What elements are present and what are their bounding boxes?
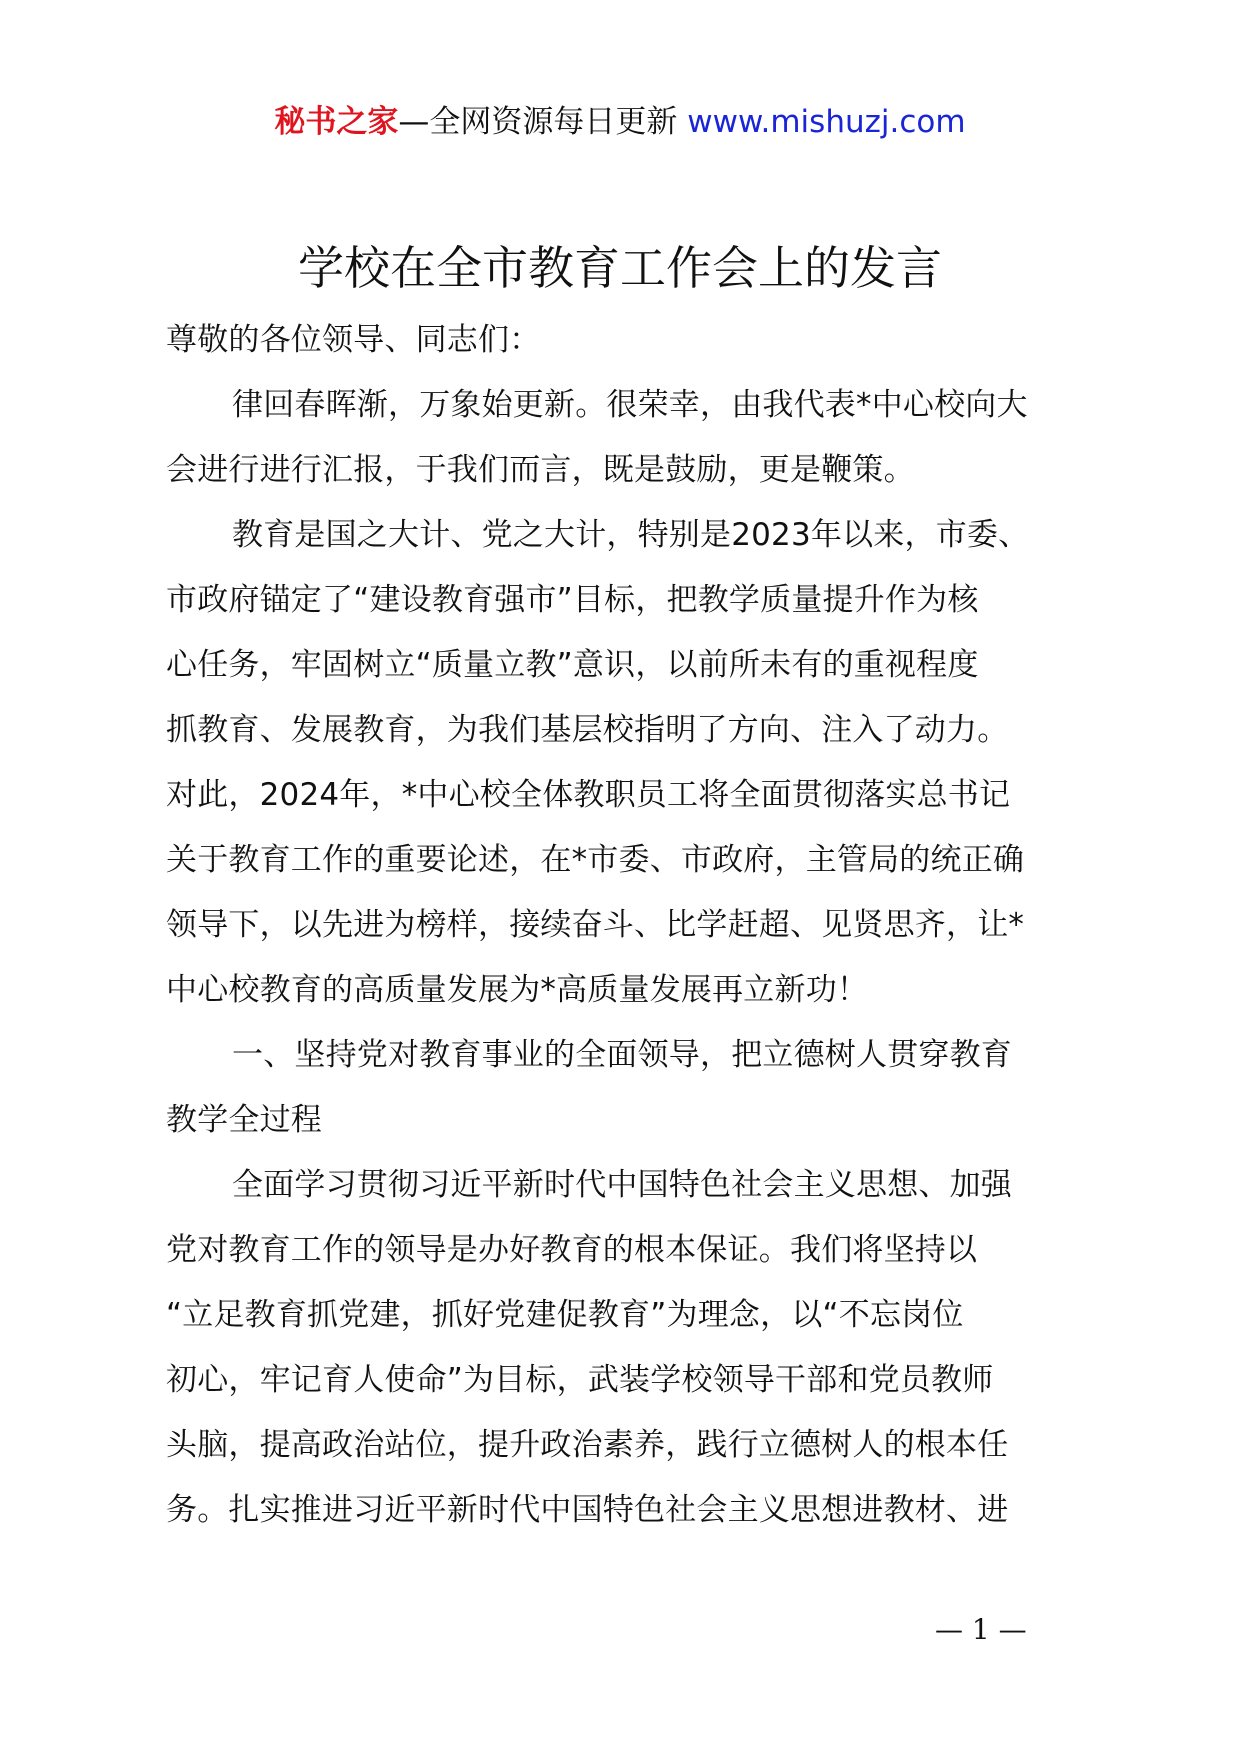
paragraph-line: 全面学习贯彻习近平新时代中国特色社会主义思想、加强 bbox=[232, 1167, 1012, 1203]
site-url-link[interactable]: www.mishuzj.com bbox=[687, 104, 966, 140]
paragraph-line: 领导下，以先进为榜样，接续奋斗、比学赶超、见贤思齐，让* bbox=[166, 907, 1025, 943]
paragraph-line: 律回春晖渐，万象始更新。很荣幸，由我代表*中心校向大 bbox=[232, 387, 1028, 423]
paragraph-line: 务。扎实推进习近平新时代中国特色社会主义思想进教材、进 bbox=[166, 1492, 1009, 1528]
paragraph-line: “立足教育抓党建，抓好党建促教育”为理念，以“不忘岗位 bbox=[166, 1297, 964, 1333]
paragraph-line: 中心校教育的高质量发展为*高质量发展再立新功！ bbox=[166, 972, 869, 1008]
site-header bbox=[0, 100, 1240, 144]
section-heading-line: 一、坚持党对教育事业的全面领导，把立德树人贯穿教育 bbox=[232, 1037, 1012, 1073]
brand-name: 秘书之家 bbox=[274, 104, 399, 140]
header-tagline: —全网资源每日更新 bbox=[398, 104, 688, 140]
document-title: 学校在全市教育工作会上的发言 bbox=[298, 241, 942, 295]
salutation-line: 尊敬的各位领导、同志们： bbox=[166, 322, 541, 358]
paragraph-line: 市政府锚定了“建设教育强市”目标，把教学质量提升作为核 bbox=[166, 582, 979, 618]
paragraph-line: 头脑，提高政治站位，提升政治素养，践行立德树人的根本任 bbox=[166, 1427, 1009, 1463]
document-body bbox=[166, 308, 1086, 1543]
paragraph-line: 党对教育工作的领导是办好教育的根本保证。我们将坚持以 bbox=[166, 1232, 978, 1268]
section-heading-line: 教学全过程 bbox=[166, 1102, 322, 1138]
paragraph-line: 初心，牢记育人使命”为目标，武装学校领导干部和党员教师 bbox=[166, 1362, 994, 1398]
paragraph-line: 教育是国之大计、党之大计，特别是2023年以来，市委、 bbox=[232, 517, 1030, 553]
paragraph-line: 抓教育、发展教育，为我们基层校指明了方向、注入了动力。 bbox=[166, 712, 1009, 748]
page-number: — 1 — bbox=[935, 1613, 1027, 1646]
paragraph-line: 会进行进行汇报，于我们而言，既是鼓励，更是鞭策。 bbox=[166, 452, 915, 488]
paragraph-line: 心任务，牢固树立“质量立教”意识，以前所未有的重视程度 bbox=[166, 647, 979, 683]
paragraph-line: 关于教育工作的重要论述，在*市委、市政府，主管局的统正确 bbox=[166, 842, 1025, 878]
paragraph-line: 对此，2024年，*中心校全体教职员工将全面贯彻落实总书记 bbox=[166, 777, 1011, 813]
